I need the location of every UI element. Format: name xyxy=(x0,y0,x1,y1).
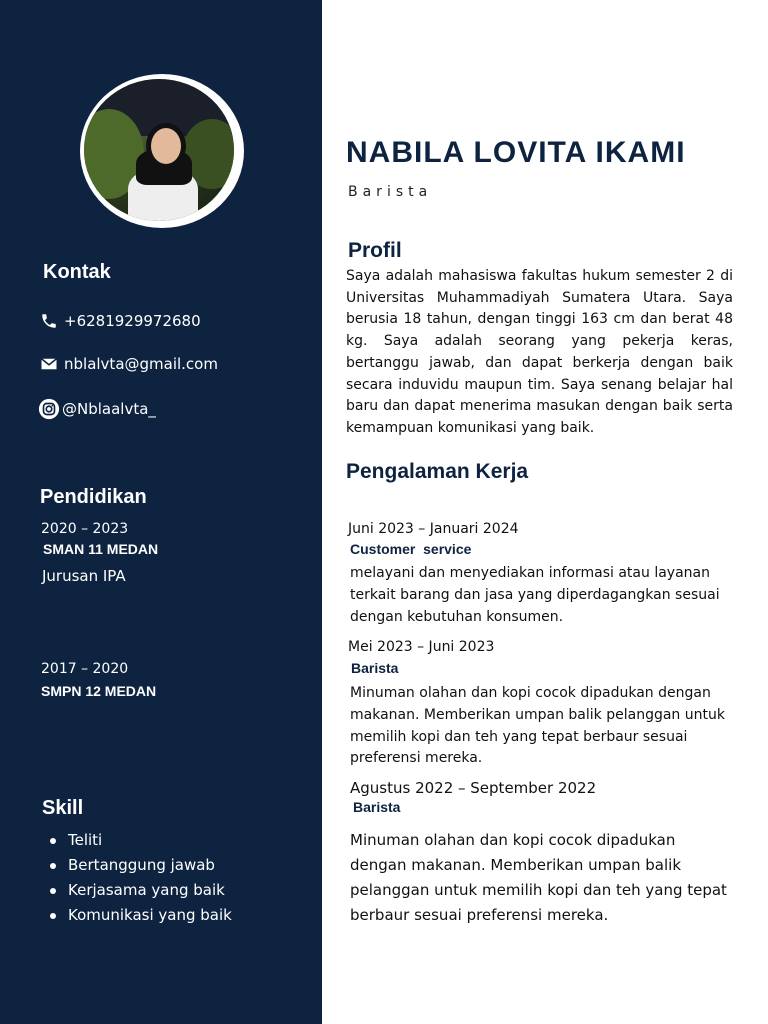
education-major: Jurusan IPA xyxy=(42,567,126,585)
profile-photo-frame xyxy=(80,74,244,228)
list-item: Komunikasi yang baik xyxy=(50,903,232,928)
job-description: melayani dan menyediakan informasi atau layanan terkait barang dan jasa yang diperdagangkan sesuai dengan kebutuhan konsumen. xyxy=(350,565,720,625)
bullet-icon xyxy=(50,838,56,844)
job-description: Minuman olahan dan kopi cocok dipadukan dengan makanan. Memberikan umpan balik pelanggan untuk memilih kopi dan teh yang tepat berbaur sesuai preferensi mereka. xyxy=(350,685,725,767)
list-item: Kerjasama yang baik xyxy=(50,878,232,903)
contact-email xyxy=(40,355,218,373)
education-years: 2017 – 2020 xyxy=(41,661,129,677)
contact-phone xyxy=(40,312,201,330)
job-date: Mei 2023 – Juni 2023 xyxy=(348,639,495,655)
job-date: Agustus 2022 – September 2022 xyxy=(350,779,597,797)
experience-heading: Pengalaman Kerja xyxy=(346,460,529,483)
person-name: NABILA LOVITA IKAMI xyxy=(346,136,686,169)
contact-instagram xyxy=(38,398,156,420)
instagram-handle: @Nblaalvta_ xyxy=(62,400,156,418)
profile-text: Saya adalah mahasiswa fakultas hukum semester 2 di Universitas Muhammadiyah Sumatera Utara. Saya berusia 18 tahun, dengan tinggi 163 cm dan berat 48 kg. Saya adalah seorang yang pekerja keras, bertanggu jawab, dan dapat berkerja dengan baik secara induvidu maupun tim. Saya senang belajar hal baru dan dapat menerima masukan dengan baik serta kemampuan komunikasi yang baik. xyxy=(346,268,733,436)
email-address: nblalvta@gmail.com xyxy=(64,355,218,373)
mail-icon xyxy=(40,355,58,373)
instagram-icon xyxy=(38,398,60,420)
profile-heading: Profil xyxy=(348,239,402,262)
job-date: Juni 2023 – Januari 2024 xyxy=(348,521,519,537)
contact-heading: Kontak xyxy=(43,261,111,283)
skill-heading: Skill xyxy=(42,797,84,819)
list-item: Teliti xyxy=(50,828,232,853)
job-title: Barista xyxy=(351,660,399,676)
education-years: 2020 – 2023 xyxy=(41,521,129,537)
job-title: Barista xyxy=(353,799,401,815)
skill-list xyxy=(50,828,232,928)
profile-photo xyxy=(84,79,234,221)
bullet-icon xyxy=(50,863,56,869)
education-heading: Pendidikan xyxy=(40,486,147,508)
phone-number: +6281929972680 xyxy=(64,312,201,330)
education-school: SMPN 12 MEDAN xyxy=(41,683,157,699)
list-item: Bertanggung jawab xyxy=(50,853,232,878)
bullet-icon xyxy=(50,913,56,919)
job-description: Minuman olahan dan kopi cocok dipadukan dengan makanan. Memberikan umpan balik pelanggan untuk memilih kopi dan teh yang tepat berbaur sesuai preferensi mereka. xyxy=(350,831,727,924)
job-role: Barista xyxy=(348,184,433,200)
job-title: Customer service xyxy=(350,541,472,557)
education-school: SMAN 11 MEDAN xyxy=(43,541,159,557)
sidebar xyxy=(0,0,322,1024)
bullet-icon xyxy=(50,888,56,894)
phone-icon xyxy=(40,312,58,330)
